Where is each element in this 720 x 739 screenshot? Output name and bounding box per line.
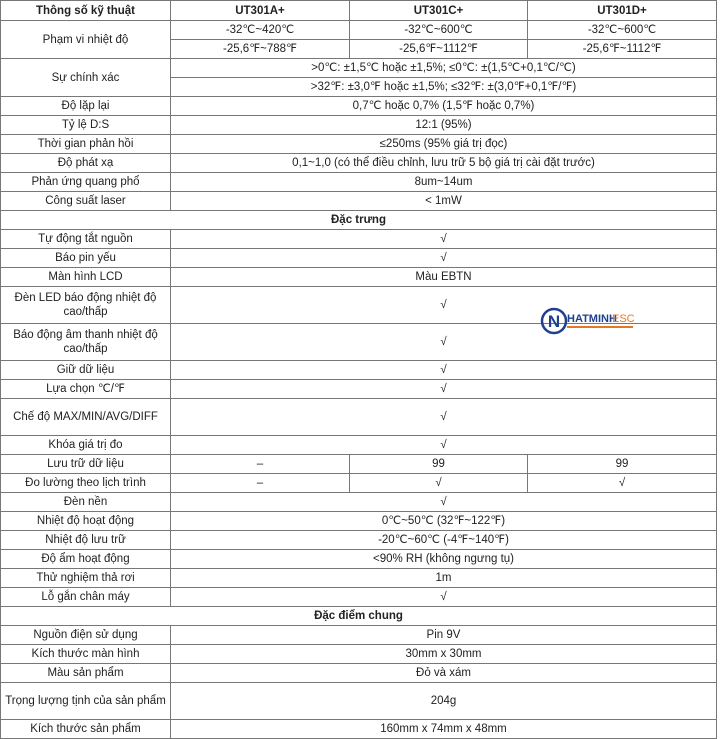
- spec-label: Kích thước sản phẩm: [1, 720, 171, 739]
- header-ut301d: UT301D+: [528, 1, 717, 21]
- storage-d: 99: [528, 455, 717, 474]
- spec-value: <90% RH (không ngưng tụ): [171, 550, 717, 569]
- spec-value: 160mm x 74mm x 48mm: [171, 720, 717, 739]
- spec-label: Độ lặp lại: [1, 97, 171, 116]
- spec-label: Lỗ gắn chân máy: [1, 588, 171, 607]
- spec-label: Thời gian phản hồi: [1, 135, 171, 154]
- spec-row: [1, 683, 717, 720]
- spec-value: √: [171, 493, 717, 512]
- range-row-c: [1, 21, 717, 40]
- spec-label: Đèn LED báo động nhiệt độ cao/thấp: [1, 287, 171, 324]
- spec-label: Độ ẩm hoạt động: [1, 550, 171, 569]
- spec-label: Phản ứng quang phổ: [1, 173, 171, 192]
- section-title: Đặc trưng: [1, 211, 717, 230]
- spec-label: Màn hình LCD: [1, 268, 171, 287]
- logo-letter: N: [547, 312, 561, 331]
- spec-value: √: [171, 324, 717, 361]
- spec-row: [1, 97, 717, 116]
- spec-value: 8um~14um: [171, 173, 717, 192]
- accuracy-line-1: >0℃: ±1,5℃ hoặc ±1,5%; ≤0℃: ±(1,5℃+0,1℃/℃): [171, 59, 717, 78]
- spec-label: Công suất laser: [1, 192, 171, 211]
- spec-row: [1, 664, 717, 683]
- spec-value: Màu EBTN: [171, 268, 717, 287]
- spec-label: Trọng lượng tịnh của sản phẩm: [1, 683, 171, 720]
- spec-value: 204g: [171, 683, 717, 720]
- schedule-a: –: [171, 474, 350, 493]
- storage-row: [1, 455, 717, 474]
- spec-value: √: [171, 380, 717, 399]
- schedule-row: [1, 474, 717, 493]
- spec-value: Pin 9V: [171, 626, 717, 645]
- section-title: Đặc điểm chung: [1, 607, 717, 626]
- spec-label: Nhiệt độ hoạt động: [1, 512, 171, 531]
- accuracy-row-1: [1, 59, 717, 78]
- spec-value: 1m: [171, 569, 717, 588]
- header-ut301a: UT301A+: [171, 1, 350, 21]
- spec-value: -20℃~60℃ (-4℉~140℉): [171, 531, 717, 550]
- spec-row: [1, 588, 717, 607]
- spec-value: 0℃~50℃ (32℉~122℉): [171, 512, 717, 531]
- spec-value: √: [171, 249, 717, 268]
- spec-value: 30mm x 30mm: [171, 645, 717, 664]
- range-c-c: -32℃~600℃: [350, 21, 528, 40]
- spec-row: [1, 268, 717, 287]
- spec-label: Đèn nền: [1, 493, 171, 512]
- spec-value: 0,1~1,0 (có thể điều chỉnh, lưu trữ 5 bộ giá trị cài đặt trước): [171, 154, 717, 173]
- spec-value: √: [171, 436, 717, 455]
- spec-row: [1, 626, 717, 645]
- spec-label: Giữ dữ liệu: [1, 361, 171, 380]
- spec-label: Tự động tắt nguồn: [1, 230, 171, 249]
- storage-c: 99: [350, 455, 528, 474]
- spec-value: √: [171, 399, 717, 436]
- range-c-f: -25,6℉~1112℉: [350, 40, 528, 59]
- spec-row: [1, 512, 717, 531]
- spec-row: [1, 531, 717, 550]
- spec-row: [1, 116, 717, 135]
- spec-value: Đỏ và xám: [171, 664, 717, 683]
- spec-label: Kích thước màn hình: [1, 645, 171, 664]
- spec-value: 12:1 (95%): [171, 116, 717, 135]
- spec-value: √: [171, 230, 717, 249]
- storage-label: Lưu trữ dữ liệu: [1, 455, 171, 474]
- storage-a: –: [171, 455, 350, 474]
- spec-row: [1, 135, 717, 154]
- spec-label: Báo động âm thanh nhiệt độ cao/thấp: [1, 324, 171, 361]
- schedule-d: √: [528, 474, 717, 493]
- range-d-c: -32℃~600℃: [528, 21, 717, 40]
- range-d-f: -25,6℉~1112℉: [528, 40, 717, 59]
- schedule-label: Đo lường theo lịch trình: [1, 474, 171, 493]
- spec-row: [1, 154, 717, 173]
- spec-row: [1, 173, 717, 192]
- spec-row: [1, 249, 717, 268]
- spec-row: [1, 436, 717, 455]
- spec-label: Màu sản phẩm: [1, 664, 171, 683]
- spec-label: Độ phát xạ: [1, 154, 171, 173]
- logo-accent: ESC: [612, 313, 635, 325]
- logo-text: HATMINH: [567, 313, 617, 325]
- spec-label: Báo pin yếu: [1, 249, 171, 268]
- accuracy-line-2: >32℉: ±3,0℉ hoặc ±1,5%; ≤32℉: ±(3,0℉+0,1℉/℉): [171, 78, 717, 97]
- spec-label: Lựa chọn ℃/℉: [1, 380, 171, 399]
- spec-value: ≤250ms (95% giá trị đọc): [171, 135, 717, 154]
- spec-label: Nhiệt độ lưu trữ: [1, 531, 171, 550]
- section-row: [1, 607, 717, 626]
- spec-row: [1, 550, 717, 569]
- spec-value: 0,7℃ hoặc 0,7% (1,5℉ hoặc 0,7%): [171, 97, 717, 116]
- spec-row: [1, 380, 717, 399]
- spec-value: √: [171, 361, 717, 380]
- spec-value: √: [171, 287, 717, 324]
- spec-row: [1, 493, 717, 512]
- schedule-c: √: [350, 474, 528, 493]
- header-row: [1, 1, 717, 21]
- range-a-c: -32℃~420℃: [171, 21, 350, 40]
- spec-label: Khóa giá trị đo: [1, 436, 171, 455]
- header-spec: Thông số kỹ thuật: [1, 1, 171, 21]
- spec-row: [1, 720, 717, 739]
- spec-row: [1, 192, 717, 211]
- spec-row: [1, 361, 717, 380]
- spec-label: Nguồn điện sử dụng: [1, 626, 171, 645]
- spec-label: Chế độ MAX/MIN/AVG/DIFF: [1, 399, 171, 436]
- spec-row: [1, 230, 717, 249]
- range-label: Phạm vi nhiệt độ: [1, 21, 171, 59]
- section-row: [1, 211, 717, 230]
- accuracy-label: Sự chính xác: [1, 59, 171, 97]
- spec-row: [1, 645, 717, 664]
- spec-value: < 1mW: [171, 192, 717, 211]
- spec-label: Thử nghiệm thả rơi: [1, 569, 171, 588]
- nhatminh-logo: [540, 306, 640, 336]
- spec-row: [1, 569, 717, 588]
- header-ut301c: UT301C+: [350, 1, 528, 21]
- range-a-f: -25,6℉~788℉: [171, 40, 350, 59]
- spec-row: [1, 399, 717, 436]
- spec-value: √: [171, 588, 717, 607]
- spec-label: Tỷ lệ D:S: [1, 116, 171, 135]
